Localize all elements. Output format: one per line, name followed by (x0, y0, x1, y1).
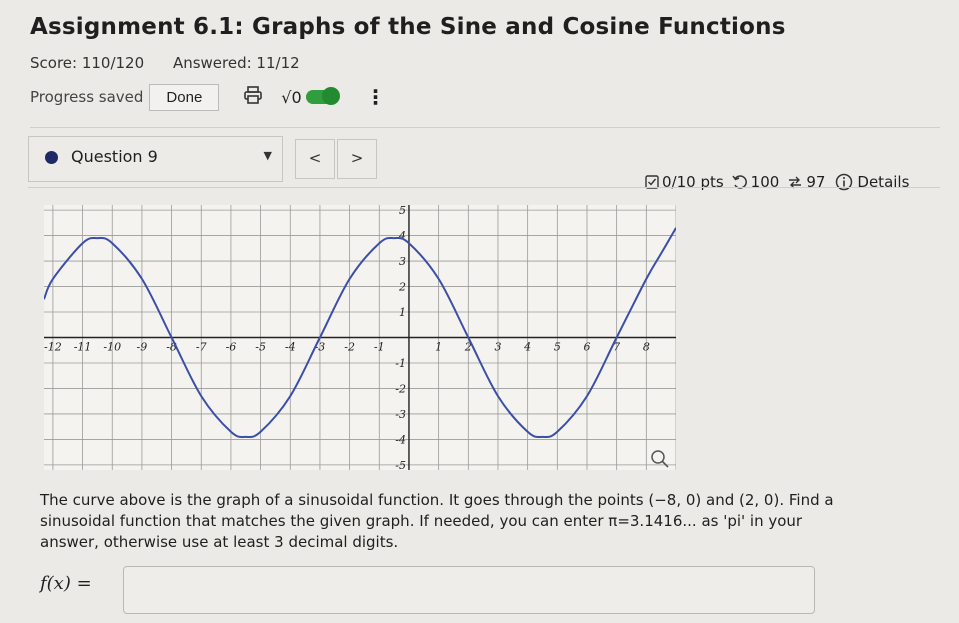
equation-label: f(x) = (40, 573, 92, 594)
y-tick-label: -4 (395, 433, 406, 447)
done-button[interactable]: Done (149, 84, 219, 111)
question-selector[interactable] (28, 136, 283, 182)
x-tick-label: -10 (103, 340, 122, 354)
y-tick-label: 1 (398, 306, 406, 320)
math-preview-label: √0 (281, 87, 302, 107)
x-tick-label: -3 (314, 340, 326, 354)
prev-question-button[interactable]: < (295, 139, 335, 179)
x-tick-label: -4 (284, 340, 296, 354)
chevron-down-icon: ▼ (263, 149, 272, 162)
y-tick-label: 2 (398, 280, 406, 294)
toolbar-divider (30, 127, 940, 128)
x-tick-label: 4 (524, 340, 532, 354)
problem-line-1: The curve above is the graph of a sinusoidal function. It goes through the points (−8, 0) and (2, 0). Find a (40, 491, 834, 509)
x-tick-label: -7 (195, 340, 207, 354)
progress-status: Progress saved (30, 88, 144, 106)
toolbar (30, 82, 386, 112)
x-tick-label: -1 (373, 340, 385, 354)
x-tick-label: -6 (225, 340, 237, 354)
points-text: 0/10 pts (662, 173, 724, 191)
problem-line-2: sinusoidal function that matches the given graph. If needed, you can enter π=3.1416... as 'pi' in your (40, 512, 803, 530)
x-tick-label: 6 (583, 340, 591, 354)
attempts-text: 97 (806, 173, 826, 191)
info-icon[interactable] (835, 173, 853, 191)
question-label: Question 9 (71, 147, 158, 166)
next-question-button[interactable]: > (337, 139, 377, 179)
problem-line-3: answer, otherwise use at least 3 decimal digits. (40, 533, 399, 551)
answer-input[interactable] (123, 566, 815, 614)
points-meta (645, 173, 909, 191)
x-tick-label: 3 (494, 340, 502, 354)
x-tick-label: 8 (642, 340, 650, 354)
x-tick-label: 1 (435, 340, 443, 354)
x-tick-label: -8 (166, 340, 177, 354)
y-tick-label: 4 (398, 229, 406, 243)
x-tick-label: -2 (344, 340, 355, 354)
x-tick-label: -5 (255, 340, 266, 354)
score-row (30, 54, 324, 72)
y-tick-label: -3 (395, 407, 406, 421)
x-tick-label: -11 (73, 340, 92, 354)
x-tick-label: 2 (464, 340, 472, 354)
x-tick-label: -12 (44, 340, 62, 354)
retries-text: 100 (750, 173, 780, 191)
y-tick-label: 5 (398, 205, 406, 218)
answered-text: Answered: 11/12 (172, 54, 300, 72)
problem-text (40, 490, 910, 553)
details-link[interactable]: Details (857, 173, 910, 191)
x-tick-label: 5 (553, 340, 561, 354)
y-tick-label: 3 (398, 255, 406, 269)
question-divider (28, 187, 940, 188)
print-icon[interactable] (243, 85, 263, 109)
x-tick-label: -9 (136, 340, 148, 354)
sinusoid-graph (44, 205, 676, 470)
kebab-menu-icon[interactable]: ⋮ (365, 85, 386, 109)
question-status-dot (45, 151, 58, 164)
y-tick-label: -1 (395, 356, 406, 370)
math-preview-toggle[interactable] (306, 90, 336, 104)
y-tick-label: -2 (395, 382, 406, 396)
x-tick-label: 7 (613, 340, 621, 354)
assignment-title: Assignment 6.1: Graphs of the Sine and Cosine Functions (30, 14, 786, 40)
score-text: Score: 110/120 (30, 54, 145, 72)
y-tick-label: -5 (395, 458, 406, 470)
